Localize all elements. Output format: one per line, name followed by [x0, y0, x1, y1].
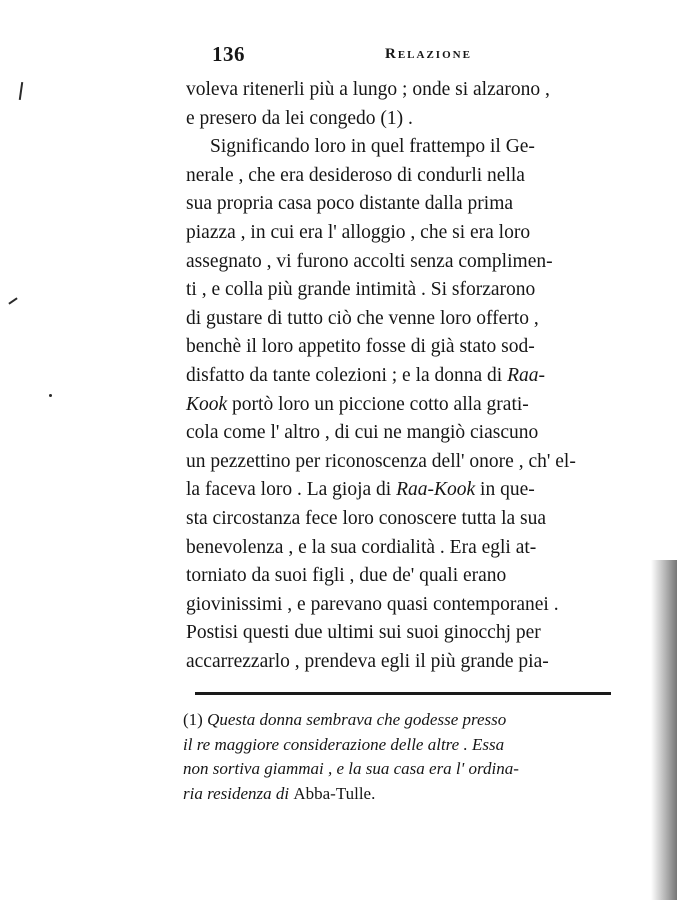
text-line: sta circostanza fece loro conoscere tutta la sua	[186, 507, 547, 529]
text-line: torniato da suoi figli , due de' quali erano	[186, 565, 507, 587]
text-line: piazza , in cui era l' alloggio , che si era loro	[186, 221, 531, 243]
footnote-divider	[195, 692, 611, 695]
running-head: Relazione	[385, 46, 472, 62]
text-line: di gustare di tutto ciò che venne loro offerto ,	[186, 307, 539, 329]
place-name: Abba-Tulle.	[293, 783, 376, 803]
text-line: ti , e colla più grande intimità . Si sforzarono	[186, 279, 536, 301]
footnote	[183, 708, 633, 806]
footnote-line: il re maggiore considerazione delle altre . Essa	[183, 734, 505, 754]
margin-mark	[8, 297, 17, 304]
text-line: sua propria casa poco distante dalla prima	[186, 193, 514, 215]
text-line: disfatto da tante colezioni ; e la donna di Raa-	[186, 364, 546, 386]
text-line: giovinissimi , e parevano quasi contemporanei .	[186, 593, 559, 615]
text-line: voleva ritenerli più a lungo ; onde si alzarono ,	[186, 79, 550, 100]
text-line: benevolenza , e la sua cordialità . Era egli at-	[186, 536, 537, 558]
text-line: cola come l' altro , di cui ne mangiò ciascuno	[186, 422, 539, 444]
footnote-line: (1) Questa donna sembrava che godesse presso	[183, 710, 507, 729]
margin-mark	[49, 394, 52, 397]
text-line: accarrezzarlo , prendeva egli il più grande pia-	[186, 650, 549, 672]
text-line: nerale , che era desideroso di condurli nella	[186, 164, 525, 186]
page-header	[212, 42, 512, 70]
text-line: Postisi questi due ultimi sui suoi ginocchj per	[186, 622, 541, 644]
body-text	[186, 76, 631, 676]
text-line: assegnato , vi furono accolti senza complimen-	[186, 250, 553, 272]
italic-name: Kook	[186, 393, 228, 415]
footnote-marker: (1)	[183, 710, 203, 729]
italic-name: Raa-	[507, 364, 546, 386]
text-line: un pezzettino per riconoscenza dell' onore , ch' el-	[186, 450, 576, 472]
text-line: Kook portò loro un piccione cotto alla grati-	[186, 393, 529, 415]
footnote-line: ria residenza di Abba-Tulle.	[183, 783, 376, 803]
italic-name: Raa-Kook	[396, 479, 476, 501]
page-number: 136	[212, 42, 245, 66]
text-line: Significando loro in quel frattempo il Ge-	[210, 136, 535, 158]
text-line: e presero da lei congedo (1) .	[186, 107, 413, 129]
footnote-line: non sortiva giammai , e la sua casa era l' ordina-	[183, 759, 519, 778]
page-edge-shadow	[651, 560, 677, 900]
margin-mark	[19, 82, 23, 100]
text-line: la faceva loro . La gioja di Raa-Kook in que-	[186, 479, 535, 501]
text-line: benchè il loro appetito fosse di già stato sod-	[186, 336, 535, 358]
